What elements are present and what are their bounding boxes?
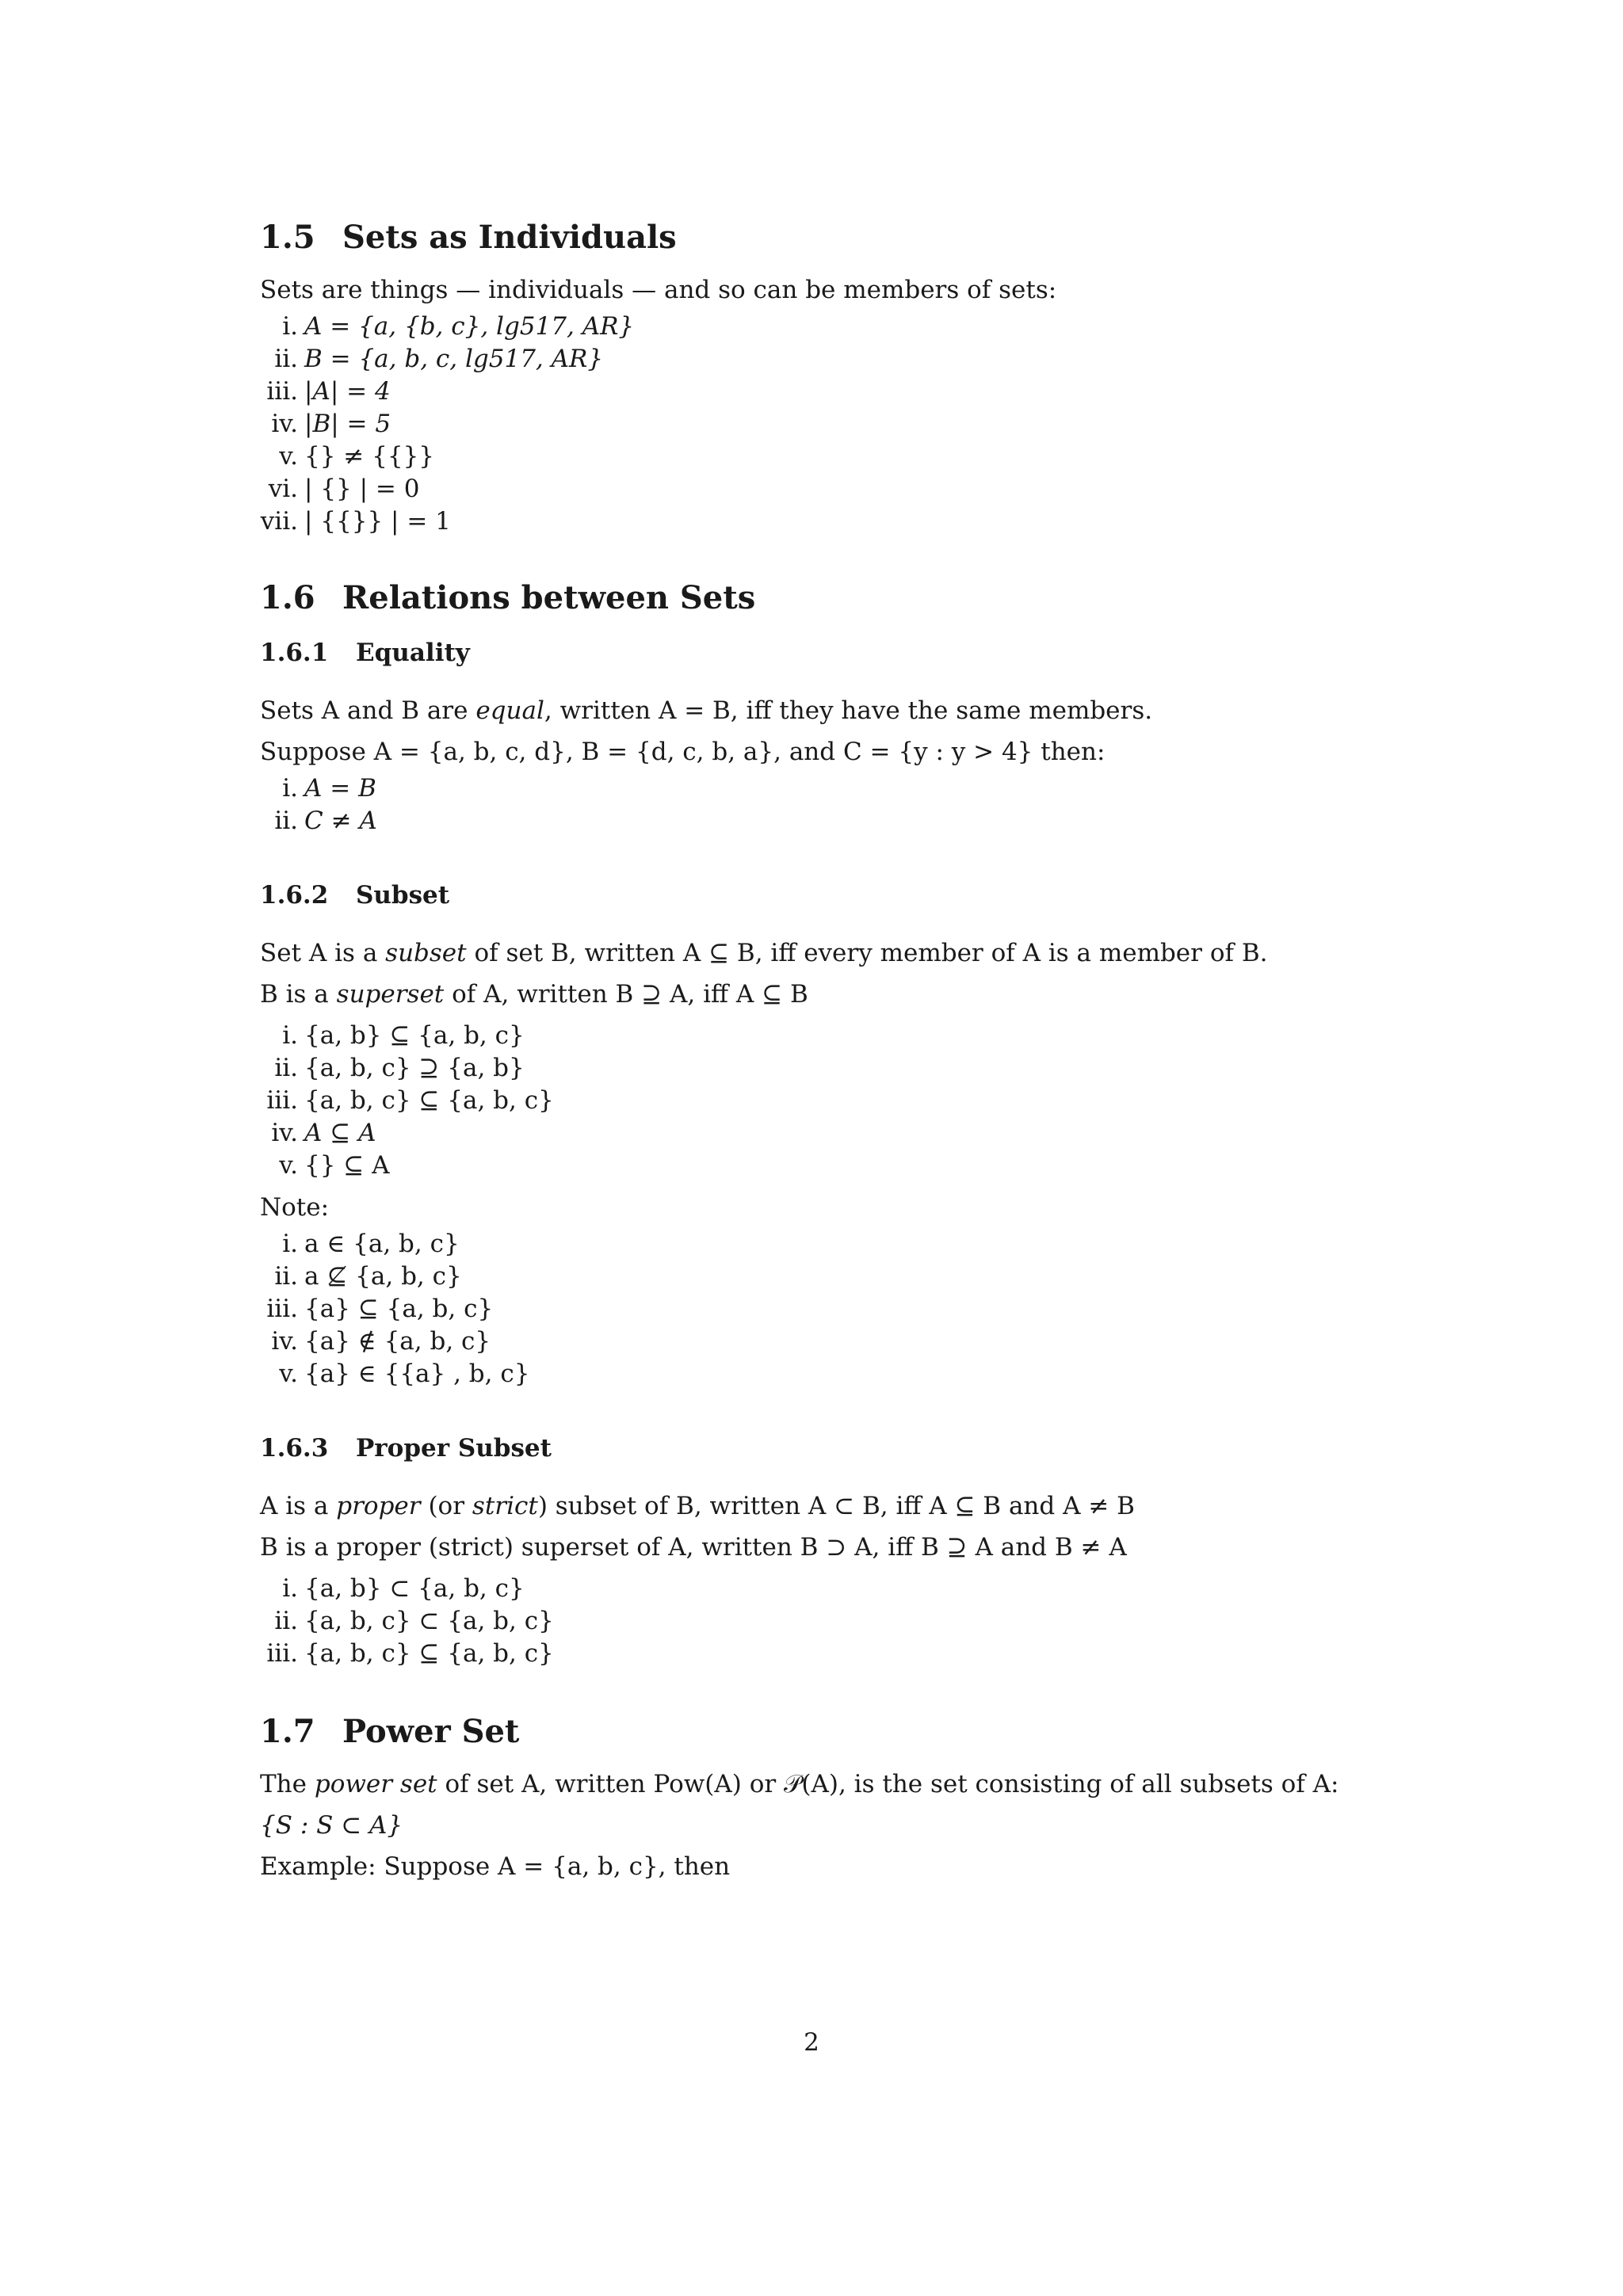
list-1-6-1 [260, 772, 1369, 837]
power-set-formula: {S : S ⊂ A} [260, 1811, 403, 1840]
list-item: v. {a} ∈ {{a} , b, c} [279, 1360, 530, 1388]
list-1-6-3 [260, 1573, 1369, 1670]
list-item: ii. C ≠ A [274, 807, 377, 835]
list-item: iv. A ⊆ A [271, 1119, 376, 1147]
list-item: i. {a, b} ⊆ {a, b, c} [282, 1021, 525, 1050]
list-item: ii. a ⊈ {a, b, c} [274, 1262, 462, 1291]
list-item: vi. | {} | = 0 [268, 475, 420, 503]
list-item: vii. | {{}} | = 1 [260, 507, 451, 536]
list-item: v. {} ⊆ A [279, 1151, 390, 1180]
list-item: ii. B = {a, b, c, lg517, AR} [274, 345, 604, 373]
list-item: iv. |B| = 5 [271, 410, 391, 438]
paragraph-subset-definition: Set A is a subset of set B, written A ⊆ B, iff every member of A is a member of B. [260, 939, 1268, 967]
list-item: iii. |A| = 4 [266, 377, 391, 406]
list-item: i. A = B [282, 774, 376, 803]
page-content [260, 212, 1369, 1887]
subsection-heading-1-6-2: 1.6.2 Subset [260, 881, 450, 910]
list-item: ii. {a, b, c} ⊂ {a, b, c} [274, 1607, 554, 1635]
subsection-heading-1-6-3: 1.6.3 Proper Subset [260, 1434, 552, 1463]
list-item: i. a ∈ {a, b, c} [282, 1230, 460, 1258]
paragraph-proper-superset-definition: B is a proper (strict) superset of A, written B ⊃ A, iff B ⊇ A and B ≠ A [260, 1533, 1127, 1562]
note-label: Note: [260, 1193, 330, 1222]
list-1-5 [260, 311, 1369, 538]
section-heading-1-6: 1.6 Relations between Sets [260, 579, 756, 616]
section-heading-1-7: 1.7 Power Set [260, 1713, 520, 1750]
paragraph-power-set-example: Example: Suppose A = {a, b, c}, then [260, 1852, 731, 1881]
paragraph-superset-definition: B is a superset of A, written B ⊇ A, iff A ⊆ B [260, 980, 808, 1009]
paragraph-sets-intro: Sets are things — individuals — and so can be members of sets: [260, 276, 1057, 304]
subsection-heading-1-6-1: 1.6.1 Equality [260, 639, 470, 667]
list-1-6-2 [260, 1020, 1369, 1182]
list-item: iii. {a} ⊆ {a, b, c} [266, 1295, 494, 1323]
list-item: iv. {a} ∉ {a, b, c} [271, 1327, 491, 1356]
list-item: iii. {a, b, c} ⊆ {a, b, c} [266, 1086, 554, 1115]
page-number: 2 [804, 2028, 819, 2057]
section-heading-1-5: 1.5 Sets as Individuals [260, 219, 677, 256]
list-item: i. A = {a, {b, c}, lg517, AR} [282, 312, 635, 341]
paragraph-proper-subset-definition: A is a proper (or strict) subset of B, written A ⊂ B, iff A ⊆ B and A ≠ B [260, 1492, 1135, 1520]
paragraph-power-set-definition: The power set of set A, written Pow(A) or 𝒫(A), is the set consisting of all subsets of A: [260, 1770, 1339, 1798]
paragraph-equality-suppose: Suppose A = {a, b, c, d}, B = {d, c, b, a}, and C = {y : y > 4} then: [260, 738, 1106, 766]
list-item: ii. {a, b, c} ⊇ {a, b} [274, 1054, 525, 1082]
list-item: iii. {a, b, c} ⊆ {a, b, c} [266, 1639, 554, 1668]
list-item: v. {} ≠ {{}} [279, 442, 435, 471]
list-item: i. {a, b} ⊂ {a, b, c} [282, 1574, 525, 1603]
paragraph-equality-definition: Sets A and B are equal, written A = B, iff they have the same members. [260, 696, 1153, 725]
list-1-6-2-note [260, 1228, 1369, 1390]
